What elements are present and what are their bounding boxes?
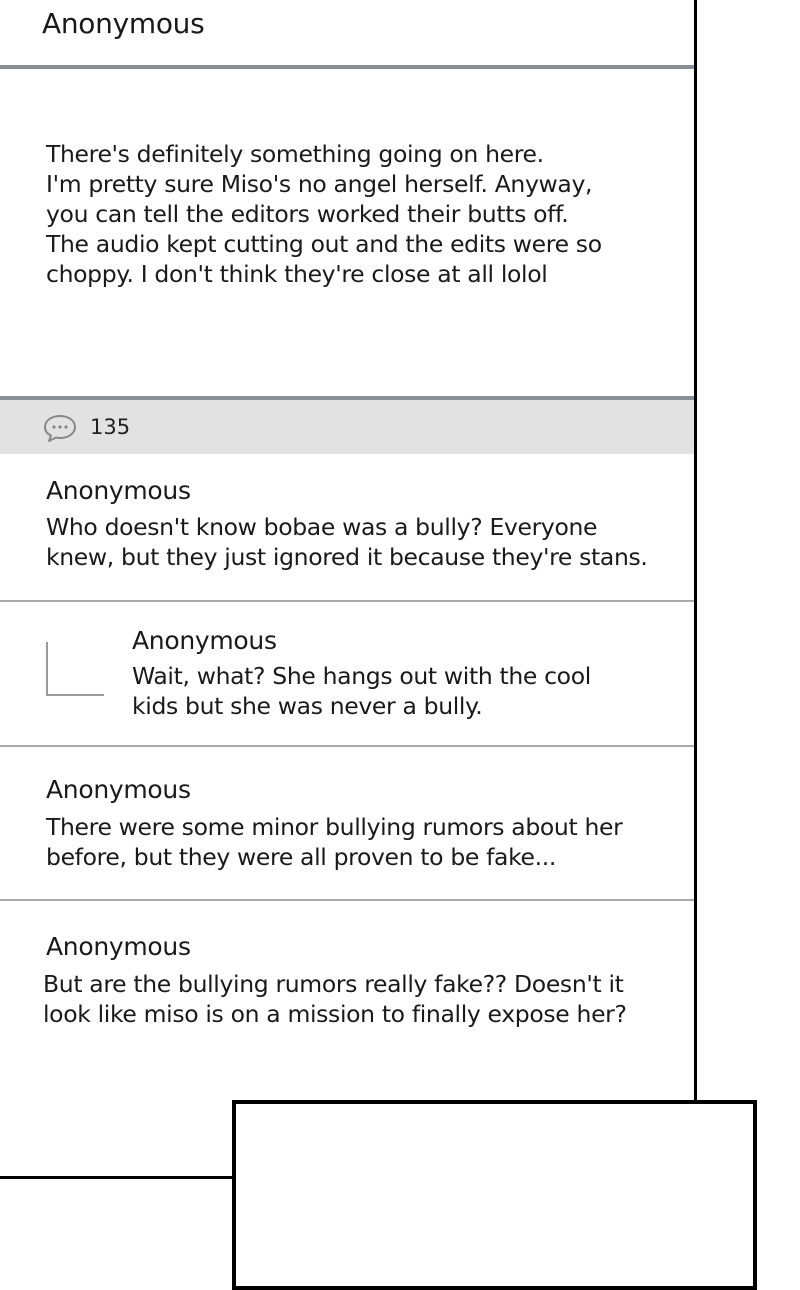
comment-text: But are the bullying rumors really fake?? Doesn't it look like miso is on a mission to finally expose her? — [43, 970, 627, 1028]
post-body: There's definitely something going on here. I'm pretty sure Miso's no angel herself. Anyway, you can tell the editors worked their butts off. The audio kept cutting out and the edits were so choppy. I don't think they're close at all lolol — [46, 140, 602, 288]
comment-count-bar[interactable] — [0, 400, 694, 454]
comment-divider — [0, 899, 694, 901]
comment-author: Anonymous — [46, 932, 191, 961]
post-header-divider — [0, 65, 694, 69]
post-author: Anonymous — [42, 7, 205, 40]
comment-author: Anonymous — [46, 476, 191, 505]
reply-author: Anonymous — [132, 626, 277, 655]
comment-text: Who doesn't know bobae was a bully? Everyone knew, but they just ignored it because they're stans. — [46, 513, 648, 571]
empty-panel — [232, 1100, 757, 1290]
reply-indicator — [46, 642, 104, 696]
panel-border-line — [0, 1176, 236, 1179]
reply-text: Wait, what? She hangs out with the cool kids but she was never a bully. — [132, 662, 591, 720]
comment-divider — [0, 745, 694, 747]
speech-bubble-icon[interactable] — [42, 413, 78, 443]
comment-divider — [0, 600, 694, 602]
comment-author: Anonymous — [46, 775, 191, 804]
comment-text: There were some minor bullying rumors about her before, but they were all proven to be fake... — [46, 813, 623, 871]
comment-count: 135 — [90, 415, 131, 439]
